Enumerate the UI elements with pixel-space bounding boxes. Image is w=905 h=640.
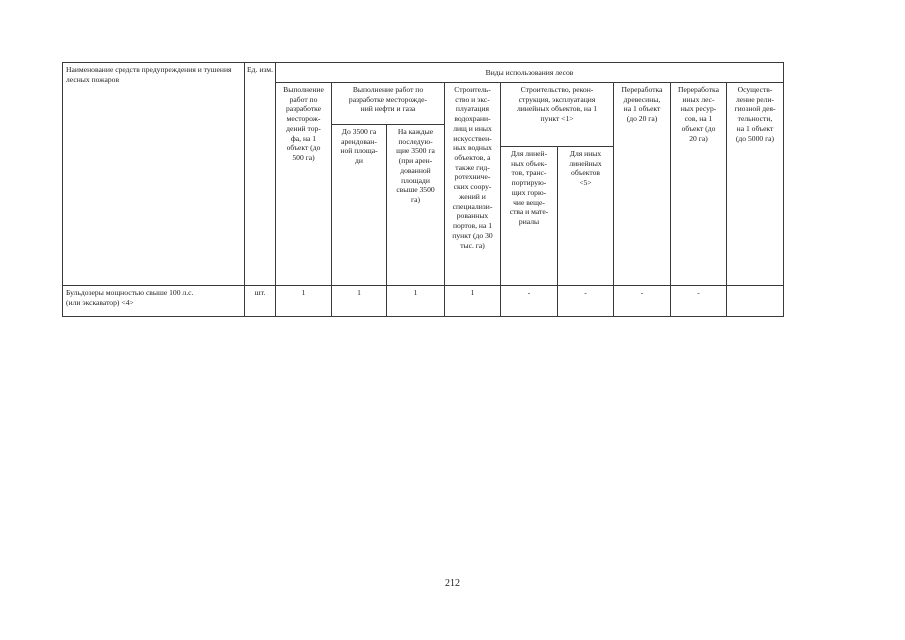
row-value-peat: 1 <box>276 286 332 317</box>
header-oil-gas-each: На каждые последую- щие 3500 га (при арен- дованной площади свыше 3500 га) <box>387 125 445 286</box>
row-value-oil-gas-upto: 1 <box>332 286 387 317</box>
header-linear-other: Для иных линейных объектов <5> <box>558 147 614 286</box>
header-name-column: Наименование средств предупреждения и тушения лесных пожаров <box>63 63 245 286</box>
header-peat: Выполнение работ по разработке месторож- дений тор- фа, на 1 объект (до 500 га) <box>276 83 332 286</box>
page-number: 212 <box>445 578 460 589</box>
table-row <box>63 286 784 317</box>
row-value-religious <box>727 286 784 317</box>
row-value-reservoirs: 1 <box>445 286 501 317</box>
norms-table <box>62 62 784 317</box>
header-wood-processing: Переработка древесины, на 1 объект (до 20 га) <box>614 83 671 286</box>
header-other-resources: Переработка иных лес- ных ресур- сов, на 1 объект (до 20 га) <box>671 83 727 286</box>
row-value-linear-pipelines: - <box>501 286 558 317</box>
row-unit: шт. <box>245 286 276 317</box>
row-value-wood-processing: - <box>614 286 671 317</box>
row-name: Бульдозеры мощностью свыше 100 л.с. (или экскаватор) <4> <box>63 286 245 317</box>
header-forest-use-types: Виды использования лесов <box>276 63 784 83</box>
header-religious: Осуществ- ление рели- гиозной дея- тельности, на 1 объект (до 5000 га) <box>727 83 784 286</box>
row-value-linear-other: - <box>558 286 614 317</box>
header-unit-column: Ед. изм. <box>245 63 276 286</box>
header-linear-pipelines: Для линей- ных объек- тов, транс- портирую- щих горю- чие веще- ства и мате- риалы <box>501 147 558 286</box>
header-oil-gas-upto: До 3500 га арендован- ной площа- ди <box>332 125 387 286</box>
header-linear: Строительство, рекон- струкция, эксплуатация линейных объектов, на 1 пункт <1> <box>501 83 614 147</box>
header-reservoirs: Строитель- ство и экс- плуатация водохрани- лищ и иных искусствен- ных водных объектов, а также гид- ротехниче- ских соору- жений и специализи- рованных портов, на 1 пункт (до 30 тыс. га) <box>445 83 501 286</box>
header-oil-gas: Выполнение работ по разработке месторожде- ний нефти и газа <box>332 83 445 125</box>
row-value-oil-gas-each: 1 <box>387 286 445 317</box>
row-value-other-resources: - <box>671 286 727 317</box>
